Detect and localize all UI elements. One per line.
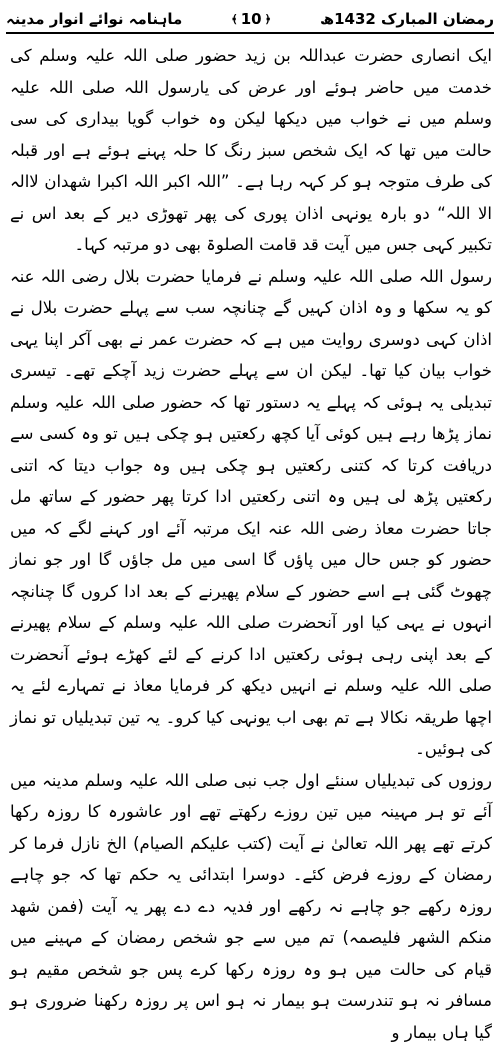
ornament-left-icon: ﴾ bbox=[231, 13, 237, 26]
page-number: 10 bbox=[241, 10, 262, 28]
page-header bbox=[6, 6, 494, 34]
issue-date: رمضان المبارک 1432ھ bbox=[320, 10, 494, 28]
magazine-title: ماہنامہ نوائے انوار مدینہ bbox=[6, 10, 182, 28]
paragraph: ایک انصاری حضرت عبداللہ بن زید حضور صلی اللہ علیہ وسلم کی خدمت میں حاضر ہوئے اور عرض کی یارسول اللہ صلی اللہ علیہ وسلم میں نے خواب میں دیکھا لیکن وہ خواب گویا بیداری کی سی حالت میں تھا کہ ایک شخص سبز رنگ کا حلہ پہنے ہوئے ہے اور قبلہ کی طرف متوجہ ہو کر کہہ رہا ہے۔ ”اللہ اکبر اللہ اکبرا شھدان لاالہ الا اللہ“ دو بارہ یونہی اذان پوری کی پھر تھوڑی دیر کے بعد اس نے تکبیر کہی جس میں آیت قد قامت الصلوۃ بھی دو مرتبہ کہا۔ bbox=[10, 40, 492, 261]
article-body bbox=[10, 40, 492, 890]
page-number-block bbox=[231, 10, 271, 28]
paragraph: روزوں کی تبدیلیاں سنئے اول جب نبی صلی اللہ علیہ وسلم مدینہ میں آئے تو ہر مہینہ میں تین روزے رکھتے تھے اور عاشورہ کا روزہ رکھا کرتے تھے پھر اللہ تعالیٰ نے آیت (کتب علیکم الصیام) الخ نازل فرما کر رمضان کے روزے فرض کئے۔ دوسرا ابتدائی یہ حکم تھا کہ جو چاہے روزہ رکھے جو چاہے نہ رکھے اور فدیہ دے دے پھر یہ آیت (فمن شھد منکم الشھر فلیصمہ) تم میں سے جو شخص رمضان کے مہینے میں قیام کی حالت میں ہو وہ روزہ رکھا کرے پس جو شخص مقیم ہو مسافر نہ ہو تندرست ہو بیمار نہ ہو اس پر روزہ رکھنا ضروری ہو گیا ہاں بیمار و bbox=[10, 765, 492, 1048]
paragraph: رسول اللہ صلی اللہ علیہ وسلم نے فرمایا حضرت بلال رضی اللہ عنہ کو یہ سکھا و وہ اذان کہیں گے چنانچہ سب سے پہلے حضرت بلال نے اذان کہی دوسری روایت میں ہے کہ حضرت عمر نے بھی آکر اپنا یہی خواب بیان کیا تھا۔ لیکن ان سے پہلے حضرت زید آچکے تھے۔ تیسری تبدیلی یہ ہوئی کہ پہلے یہ دستور تھا کہ حضور صلی اللہ علیہ وسلم نماز پڑھا رہے ہیں کوئی آیا کچھ رکعتیں ہو چکی ہیں تو وہ کسی سے دریافت کرتا کہ کتنی رکعتیں ہو چکی ہیں وہ جواب دیتا کہ اتنی رکعتیں پڑھ لی ہیں وہ اتنی رکعتیں ادا کرتا پھر حضور کے ساتھ مل جاتا حضرت معاذ رضی اللہ عنہ ایک مرتبہ آئے اور کہنے لگے کہ میں حضور کو جس حال میں پاؤں گا اسی میں مل جاؤں گا اور جو نماز چھوٹ گئی ہے اسے حضور کے سلام پھیرنے کے بعد ادا کروں گا چنانچہ انہوں نے یہی کیا اور آنحضرت صلی اللہ علیہ وسلم کے سلام پھیرنے کے بعد اپنی رہی ہوئی رکعتیں ادا کرنے کے لئے کھڑے ہوئے آنحضرت صلی اللہ علیہ وسلم نے انہیں دیکھ کر فرمایا معاذ نے تمہارے لئے یہ اچھا طریقہ نکالا ہے تم بھی اب یونہی کیا کرو۔ یہ تین تبدیلیاں تو نماز کی ہوئیں۔ bbox=[10, 261, 492, 765]
ornament-right-icon: ﴿ bbox=[265, 13, 271, 26]
